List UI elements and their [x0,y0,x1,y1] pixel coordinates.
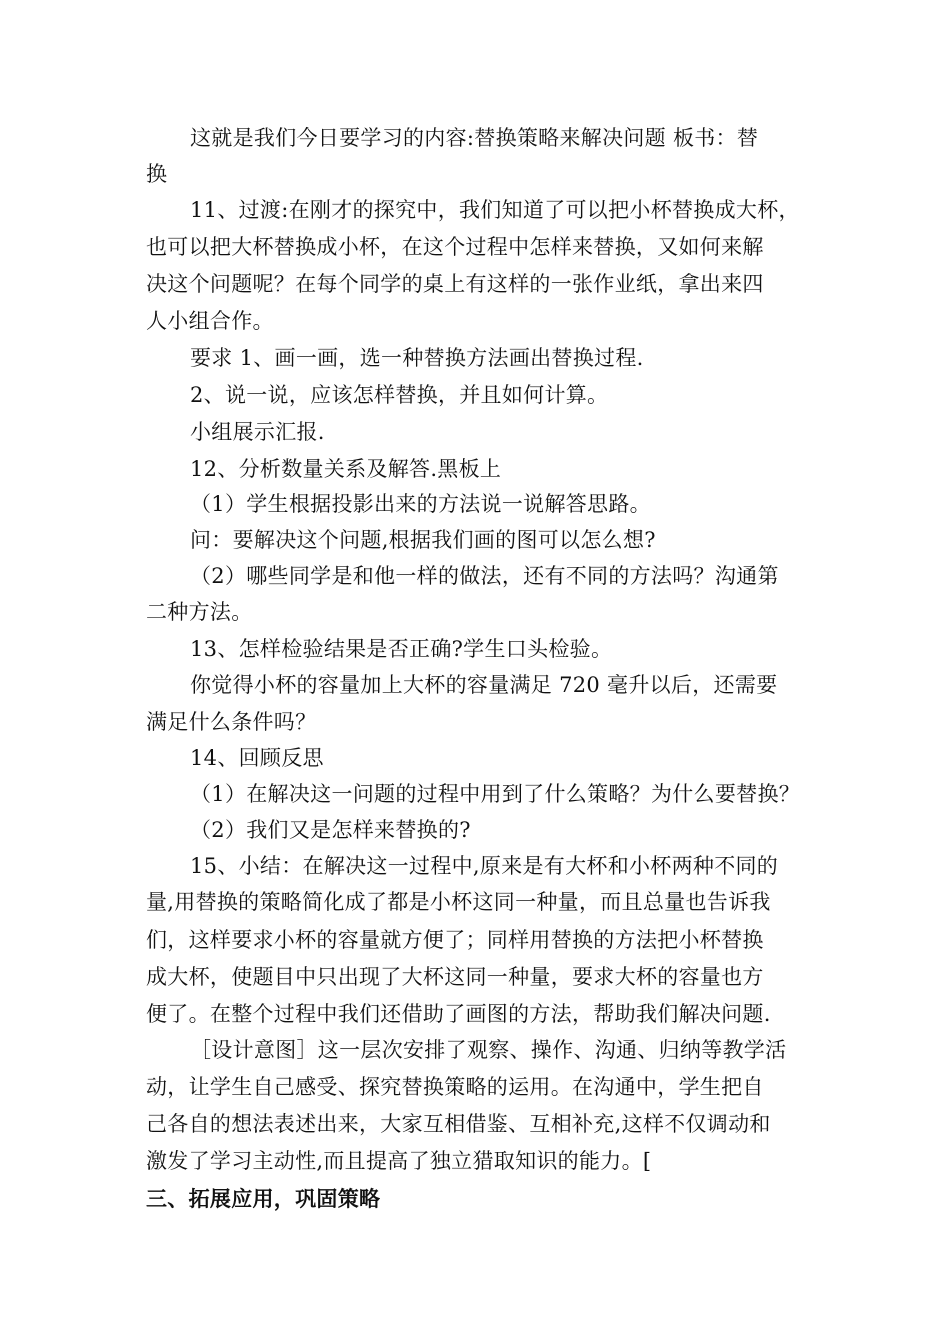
text-line: 二种方法。 [146,600,253,624]
text-line: 14、回顾反思 [190,746,324,770]
text-line: 你觉得小杯的容量加上大杯的容量满足 720 毫升以后，还需要 [190,673,778,697]
text-line: 15、小结：在解决这一过程中,原来是有大杯和小杯两种不同的 [190,854,779,878]
text-line: 己各自的想法表述出来，大家互相借鉴、互相补充,这样不仅调动和 [146,1112,771,1136]
text-line: 要求 1、画一画，选一种替换方法画出替换过程. [190,346,644,370]
text-line: （1）在解决这一问题的过程中用到了什么策略？为什么要替换？ [190,782,801,806]
text-line: 人小组合作。 [146,309,274,333]
text-line: 动，让学生自己感受、探究替换策略的运用。在沟通中，学生把自 [146,1075,764,1099]
text-line: 激发了学习主动性,而且提高了独立猎取知识的能力。[ [146,1149,652,1173]
text-line: 也可以把大杯替换成小杯，在这个过程中怎样来替换，又如何来解 [146,235,764,259]
text-line: （2）我们又是怎样来替换的? [190,818,471,842]
text-line: ［设计意图］这一层次安排了观察、操作、沟通、归纳等教学活 [190,1038,787,1062]
text-line: 11、过渡:在刚才的探究中，我们知道了可以把小杯替换成大杯， [190,198,800,222]
text-line: 小组展示汇报. [190,420,325,444]
text-line: 13、怎样检验结果是否正确?学生口头检验。 [190,637,613,661]
text-line: 这就是我们今日要学习的内容:替换策略来解决问题 板书：替 [190,126,759,150]
text-line: （2）哪些同学是和他一样的做法，还有不同的方法吗？沟通第 [190,564,779,588]
text-line: 2、说一说，应该怎样替换，并且如何计算。 [190,383,609,407]
text-line: 便了。在整个过程中我们还借助了画图的方法，帮助我们解决问题. [146,1002,771,1026]
text-line: 成大杯，使题目中只出现了大杯这同一种量，要求大杯的容量也方 [146,965,764,989]
text-line: 12、分析数量关系及解答.黑板上 [190,457,502,481]
text-line: （1）学生根据投影出来的方法说一说解答思路。 [190,492,651,516]
text-line: 换 [146,162,168,186]
text-line: 量,用替换的策略简化成了都是小杯这同一种量，而且总量也告诉我 [146,890,771,914]
text-line: 满足什么条件吗？ [146,710,317,734]
text-line: 决这个问题呢？在每个同学的桌上有这样的一张作业纸，拿出来四 [146,272,764,296]
text-line: 问：要解决这个问题,根据我们画的图可以怎么想? [190,528,656,552]
section-heading: 三、拓展应用，巩固策略 [146,1187,381,1211]
text-line: 们，这样要求小杯的容量就方便了；同样用替换的方法把小杯替换 [146,928,764,952]
